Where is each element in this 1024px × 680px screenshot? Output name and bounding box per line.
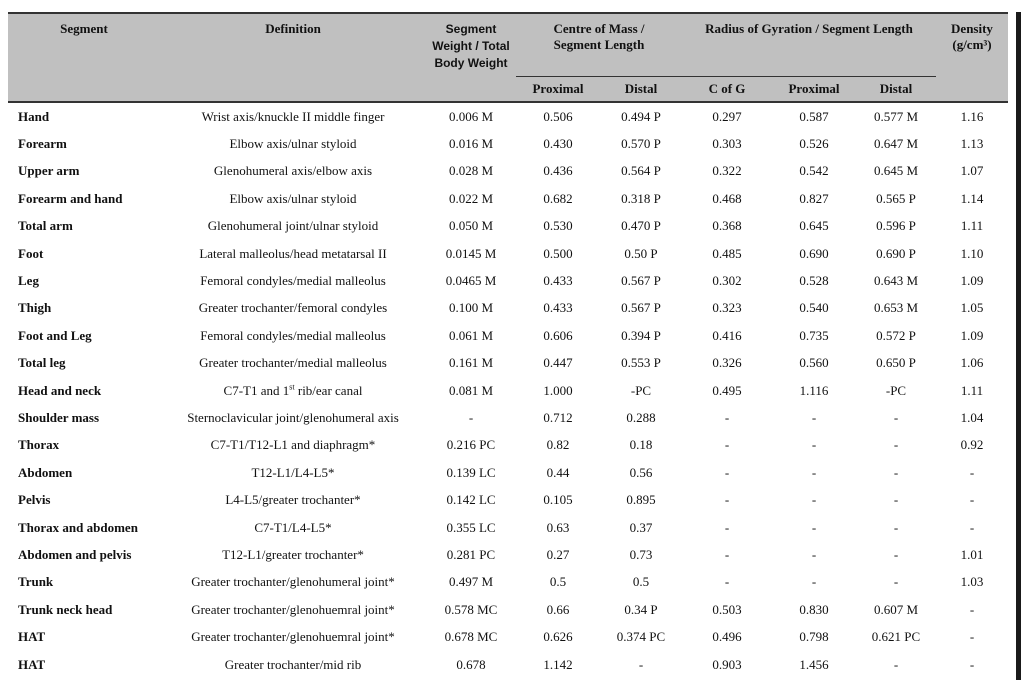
cell-density: 1.01 bbox=[960, 546, 984, 562]
cell-rog-proximal: 0.735 bbox=[799, 327, 829, 343]
cell-rog-proximal: 0.690 bbox=[799, 245, 829, 261]
cell-definition: T12-L1/greater trochanter* bbox=[222, 546, 364, 562]
header-density: Density (g/cm³) bbox=[936, 14, 1008, 102]
cell-segment: Abdomen and pelvis bbox=[18, 546, 132, 562]
segment-parameters-table bbox=[8, 12, 1008, 678]
cell-com-proximal: 0.430 bbox=[543, 136, 573, 152]
cell-definition: Wrist axis/knuckle II middle finger bbox=[160, 102, 426, 130]
cell-rog-cofg: 0.322 bbox=[712, 163, 742, 179]
table-row bbox=[8, 102, 1008, 130]
cell-definition: Elbow axis/ulnar styloid bbox=[229, 136, 357, 152]
cell-com-distal: 0.394 P bbox=[621, 327, 661, 343]
table-row bbox=[8, 377, 1008, 404]
cell-weight: 0.006 M bbox=[426, 102, 516, 130]
cell-com-proximal: 0.433 bbox=[543, 300, 573, 316]
cell-weight: 0.355 LC bbox=[446, 519, 496, 535]
cell-segment: Hand bbox=[8, 102, 160, 130]
cell-rog-proximal: 0.587 bbox=[772, 102, 856, 130]
cell-segment: HAT bbox=[18, 656, 46, 672]
cell-rog-proximal: 0.645 bbox=[799, 218, 829, 234]
cell-rog-proximal: 0.560 bbox=[799, 355, 829, 371]
cell-definition: T12-L1/L4-L5* bbox=[251, 464, 335, 480]
cell-com-distal: 0.37 bbox=[629, 519, 653, 535]
table-row bbox=[8, 350, 1008, 377]
cell-rog-cofg: - bbox=[724, 574, 730, 590]
cell-rog-proximal: 1.116 bbox=[799, 382, 829, 398]
cell-segment: Thigh bbox=[18, 300, 52, 316]
cell-rog-cofg: 0.297 bbox=[682, 102, 772, 130]
table-row bbox=[8, 404, 1008, 431]
cell-weight: 0.028 M bbox=[448, 163, 494, 179]
cell-definition: Glenohumeral axis/elbow axis bbox=[213, 163, 373, 179]
cell-weight: 0.281 PC bbox=[446, 546, 496, 562]
cell-weight: 0.016 M bbox=[448, 136, 494, 152]
cell-com-distal: 0.73 bbox=[629, 546, 653, 562]
table-row bbox=[8, 486, 1008, 513]
cell-rog-distal: 0.607 M bbox=[873, 601, 919, 617]
cell-rog-cofg: 0.302 bbox=[712, 273, 742, 289]
cell-rog-cofg: - bbox=[724, 409, 730, 425]
cell-density: - bbox=[969, 656, 975, 672]
table-row bbox=[8, 158, 1008, 185]
cell-rog-distal: -PC bbox=[885, 382, 907, 398]
cell-rog-cofg: 0.368 bbox=[712, 218, 742, 234]
table-row bbox=[8, 569, 1008, 596]
cell-com-distal: 0.564 P bbox=[621, 163, 661, 179]
cell-weight: 0.142 LC bbox=[446, 492, 496, 508]
cell-segment: Upper arm bbox=[18, 163, 80, 179]
cell-com-proximal: 1.000 bbox=[543, 382, 573, 398]
cell-com-proximal: 0.626 bbox=[543, 629, 573, 645]
cell-rog-proximal: - bbox=[811, 437, 817, 453]
cell-com-distal: 0.5 bbox=[632, 574, 650, 590]
cell-com-proximal: 0.447 bbox=[543, 355, 573, 371]
cell-rog-distal: - bbox=[893, 437, 899, 453]
cell-weight: 0.578 MC bbox=[444, 601, 498, 617]
cell-rog-distal: 0.565 P bbox=[876, 190, 916, 206]
cell-com-proximal: 0.63 bbox=[546, 519, 570, 535]
cell-com-distal: 0.470 P bbox=[621, 218, 661, 234]
table-row bbox=[8, 295, 1008, 322]
cell-density: 1.14 bbox=[960, 190, 984, 206]
cell-segment: HAT bbox=[18, 629, 46, 645]
cell-weight: 0.050 M bbox=[448, 218, 494, 234]
cell-definition: C7-T1/L4-L5* bbox=[254, 519, 332, 535]
cell-density: 1.11 bbox=[960, 382, 984, 398]
cell-rog-cofg: 0.326 bbox=[712, 355, 742, 371]
cell-rog-cofg: 0.416 bbox=[712, 327, 742, 343]
cell-segment: Abdomen bbox=[18, 464, 73, 480]
cell-segment: Trunk neck head bbox=[18, 601, 113, 617]
cell-definition: Greater trochanter/femoral condyles bbox=[198, 300, 388, 316]
cell-rog-distal: - bbox=[893, 656, 899, 672]
cell-segment: Thorax and abdomen bbox=[18, 519, 138, 535]
cell-definition: Lateral malleolus/head metatarsal II bbox=[199, 245, 387, 261]
cell-com-proximal: 0.433 bbox=[543, 273, 573, 289]
cell-rog-proximal: - bbox=[811, 409, 817, 425]
cell-com-distal: 0.567 P bbox=[621, 300, 661, 316]
cell-weight: 0.216 PC bbox=[446, 437, 496, 453]
cell-com-proximal: 0.66 bbox=[546, 601, 570, 617]
cell-com-proximal: 0.606 bbox=[543, 327, 573, 343]
cell-weight: 0.0465 M bbox=[445, 273, 497, 289]
cell-density: 1.09 bbox=[960, 273, 984, 289]
cell-definition: Greater trochanter/medial malleolus bbox=[199, 355, 387, 371]
cell-weight: 0.497 M bbox=[448, 574, 494, 590]
cell-density: - bbox=[969, 629, 975, 645]
cell-density: 1.07 bbox=[960, 163, 984, 179]
cell-definition: Femoral condyles/medial malleolus bbox=[200, 327, 386, 343]
cell-rog-proximal: 0.528 bbox=[799, 273, 829, 289]
cell-rog-proximal: 0.540 bbox=[799, 300, 829, 316]
cell-rog-proximal: - bbox=[811, 492, 817, 508]
cell-density: 1.10 bbox=[960, 245, 984, 261]
cell-weight: 0.061 M bbox=[448, 327, 494, 343]
cell-rog-proximal: - bbox=[811, 546, 817, 562]
header-radius-of-gyration: Radius of Gyration / Segment Length bbox=[682, 14, 936, 76]
cell-segment: Foot and Leg bbox=[18, 327, 92, 343]
cell-rog-distal: - bbox=[893, 519, 899, 535]
cell-definition: Greater trochanter/glenohumeral joint* bbox=[191, 574, 395, 590]
cell-rog-distal: - bbox=[893, 492, 899, 508]
cell-density: - bbox=[969, 464, 975, 480]
table-row bbox=[8, 185, 1008, 212]
cell-com-distal: 0.553 P bbox=[621, 355, 661, 371]
cell-rog-proximal: - bbox=[811, 464, 817, 480]
cell-rog-cofg: 0.485 bbox=[712, 245, 742, 261]
cell-weight: 0.0145 M bbox=[445, 245, 497, 261]
cell-rog-distal: 0.650 P bbox=[876, 355, 916, 371]
cell-com-proximal: 0.506 bbox=[516, 102, 600, 130]
cell-com-proximal: 0.530 bbox=[543, 218, 573, 234]
cell-com-distal: 0.34 P bbox=[624, 601, 658, 617]
cell-com-distal: 0.570 P bbox=[621, 136, 661, 152]
cell-segment: Foot bbox=[18, 245, 44, 261]
cell-rog-proximal: 0.526 bbox=[799, 136, 829, 152]
cell-com-proximal: 0.44 bbox=[546, 464, 570, 480]
table-row bbox=[8, 322, 1008, 349]
cell-definition: Femoral condyles/medial malleolus bbox=[200, 273, 386, 289]
cell-rog-cofg: 0.503 bbox=[712, 601, 742, 617]
header-centre-of-mass: Centre of Mass / Segment Length bbox=[516, 14, 682, 76]
cell-rog-distal: 0.572 P bbox=[876, 327, 916, 343]
cell-com-proximal: 0.82 bbox=[546, 437, 570, 453]
table-row bbox=[8, 213, 1008, 240]
cell-rog-distal: 0.690 P bbox=[876, 245, 916, 261]
cell-weight: - bbox=[468, 409, 474, 425]
header-segment-weight: Segment Weight / Total Body Weight bbox=[426, 14, 516, 102]
cell-rog-proximal: 0.542 bbox=[799, 163, 829, 179]
cell-definition: Sternoclavicular joint/glenohumeral axis bbox=[187, 409, 399, 425]
cell-com-proximal: 0.5 bbox=[549, 574, 567, 590]
table-body bbox=[8, 102, 1008, 678]
cell-rog-cofg: 0.303 bbox=[712, 136, 742, 152]
cell-rog-proximal: 0.827 bbox=[799, 190, 829, 206]
cell-rog-distal: - bbox=[893, 464, 899, 480]
header-rog-proximal: Proximal bbox=[772, 76, 856, 102]
cell-rog-proximal: - bbox=[811, 519, 817, 535]
cell-density: 1.06 bbox=[960, 355, 984, 371]
table-row bbox=[8, 130, 1008, 157]
cell-rog-cofg: 0.323 bbox=[712, 300, 742, 316]
cell-com-distal: 0.318 P bbox=[621, 190, 661, 206]
cell-rog-cofg: 0.495 bbox=[712, 382, 742, 398]
cell-density: - bbox=[969, 601, 975, 617]
cell-com-distal: 0.56 bbox=[629, 464, 653, 480]
cell-rog-cofg: - bbox=[724, 464, 730, 480]
cell-rog-distal: 0.577 M bbox=[856, 102, 936, 130]
cell-rog-cofg: - bbox=[724, 437, 730, 453]
cell-com-distal: 0.374 PC bbox=[616, 629, 666, 645]
cell-segment: Pelvis bbox=[18, 492, 51, 508]
cell-rog-distal: - bbox=[893, 546, 899, 562]
cell-rog-distal: 0.645 M bbox=[873, 163, 919, 179]
table-row bbox=[8, 432, 1008, 459]
cell-rog-proximal: 0.798 bbox=[799, 629, 829, 645]
cell-definition: C7-T1 and 1st rib/ear canal bbox=[223, 382, 363, 398]
cell-segment: Total leg bbox=[18, 355, 66, 371]
cell-rog-distal: 0.596 P bbox=[876, 218, 916, 234]
cell-definition: Glenohumeral joint/ulnar styloid bbox=[207, 218, 379, 234]
cell-com-distal: -PC bbox=[630, 382, 652, 398]
cell-weight: 0.100 M bbox=[448, 300, 494, 316]
cell-segment: Forearm and hand bbox=[18, 190, 123, 206]
cell-definition: Greater trochanter/mid rib bbox=[224, 656, 362, 672]
cell-weight: 0.081 M bbox=[448, 382, 494, 398]
cell-density: - bbox=[969, 519, 975, 535]
cell-com-distal: 0.494 P bbox=[600, 102, 682, 130]
cell-com-distal: 0.18 bbox=[629, 437, 653, 453]
cell-density: 1.05 bbox=[960, 300, 984, 316]
cell-com-proximal: 0.436 bbox=[543, 163, 573, 179]
cell-com-distal: 0.895 bbox=[626, 492, 656, 508]
header-rog-cofg: C of G bbox=[682, 76, 772, 102]
cell-weight: 0.678 MC bbox=[444, 629, 498, 645]
cell-definition: Greater trochanter/glenohuemral joint* bbox=[191, 629, 395, 645]
cell-segment: Shoulder mass bbox=[18, 409, 100, 425]
cell-rog-cofg: 0.903 bbox=[712, 656, 742, 672]
cell-rog-distal: - bbox=[893, 409, 899, 425]
cell-rog-distal: - bbox=[893, 574, 899, 590]
table-row bbox=[8, 596, 1008, 623]
cell-density: 1.16 bbox=[936, 102, 1008, 130]
cell-rog-cofg: - bbox=[724, 546, 730, 562]
header-com-distal: Distal bbox=[600, 76, 682, 102]
cell-segment: Leg bbox=[18, 273, 39, 289]
table-row bbox=[8, 514, 1008, 541]
cell-com-proximal: 0.682 bbox=[543, 190, 573, 206]
cell-definition: C7-T1/T12-L1 and diaphragm* bbox=[210, 437, 376, 453]
cell-rog-distal: 0.647 M bbox=[873, 136, 919, 152]
cell-weight: 0.678 bbox=[456, 656, 486, 672]
cell-rog-cofg: - bbox=[724, 492, 730, 508]
cell-density: 1.11 bbox=[960, 218, 984, 234]
cell-rog-distal: 0.653 M bbox=[873, 300, 919, 316]
table-row bbox=[8, 651, 1008, 678]
cell-weight: 0.022 M bbox=[448, 190, 494, 206]
cell-com-distal: 0.50 P bbox=[624, 245, 658, 261]
cell-rog-cofg: - bbox=[724, 519, 730, 535]
table-row bbox=[8, 541, 1008, 568]
cell-rog-proximal: 1.456 bbox=[799, 656, 829, 672]
cell-segment: Trunk bbox=[18, 574, 54, 590]
cell-density: 1.03 bbox=[960, 574, 984, 590]
cell-segment: Total arm bbox=[18, 218, 73, 234]
cell-com-proximal: 1.142 bbox=[543, 656, 573, 672]
cell-density: 1.13 bbox=[960, 136, 984, 152]
cell-rog-cofg: 0.496 bbox=[712, 629, 742, 645]
cell-density: - bbox=[969, 492, 975, 508]
cell-com-distal: 0.288 bbox=[626, 409, 656, 425]
cell-density: 1.09 bbox=[960, 327, 984, 343]
cell-rog-proximal: 0.830 bbox=[799, 601, 829, 617]
header-rog-distal: Distal bbox=[856, 76, 936, 102]
header-com-proximal: Proximal bbox=[516, 76, 600, 102]
cell-rog-proximal: - bbox=[811, 574, 817, 590]
table-row bbox=[8, 623, 1008, 650]
cell-definition: Greater trochanter/glenohuemral joint* bbox=[191, 601, 395, 617]
header-segment: Segment bbox=[8, 14, 160, 102]
cell-weight: 0.139 LC bbox=[446, 464, 496, 480]
cell-segment: Forearm bbox=[18, 136, 67, 152]
cell-density: 0.92 bbox=[960, 437, 984, 453]
table-row bbox=[8, 459, 1008, 486]
cell-definition: L4-L5/greater trochanter* bbox=[225, 492, 361, 508]
cell-density: 1.04 bbox=[960, 409, 984, 425]
cell-com-proximal: 0.105 bbox=[543, 492, 573, 508]
cell-rog-cofg: 0.468 bbox=[712, 190, 742, 206]
cell-segment: Head and neck bbox=[18, 382, 102, 398]
cell-rog-distal: 0.643 M bbox=[873, 273, 919, 289]
table-header bbox=[8, 13, 1008, 102]
cell-com-proximal: 0.27 bbox=[546, 546, 570, 562]
cell-com-distal: 0.567 P bbox=[621, 273, 661, 289]
cell-rog-distal: 0.621 PC bbox=[871, 629, 921, 645]
cell-weight: 0.161 M bbox=[448, 355, 494, 371]
cell-definition: Elbow axis/ulnar styloid bbox=[229, 190, 357, 206]
table-row bbox=[8, 240, 1008, 267]
header-definition: Definition bbox=[160, 14, 426, 102]
cell-com-proximal: 0.712 bbox=[543, 409, 573, 425]
page-edge-border bbox=[1016, 12, 1021, 680]
cell-com-proximal: 0.500 bbox=[543, 245, 573, 261]
cell-com-distal: - bbox=[638, 656, 644, 672]
cell-segment: Thorax bbox=[18, 437, 60, 453]
table-row bbox=[8, 267, 1008, 294]
